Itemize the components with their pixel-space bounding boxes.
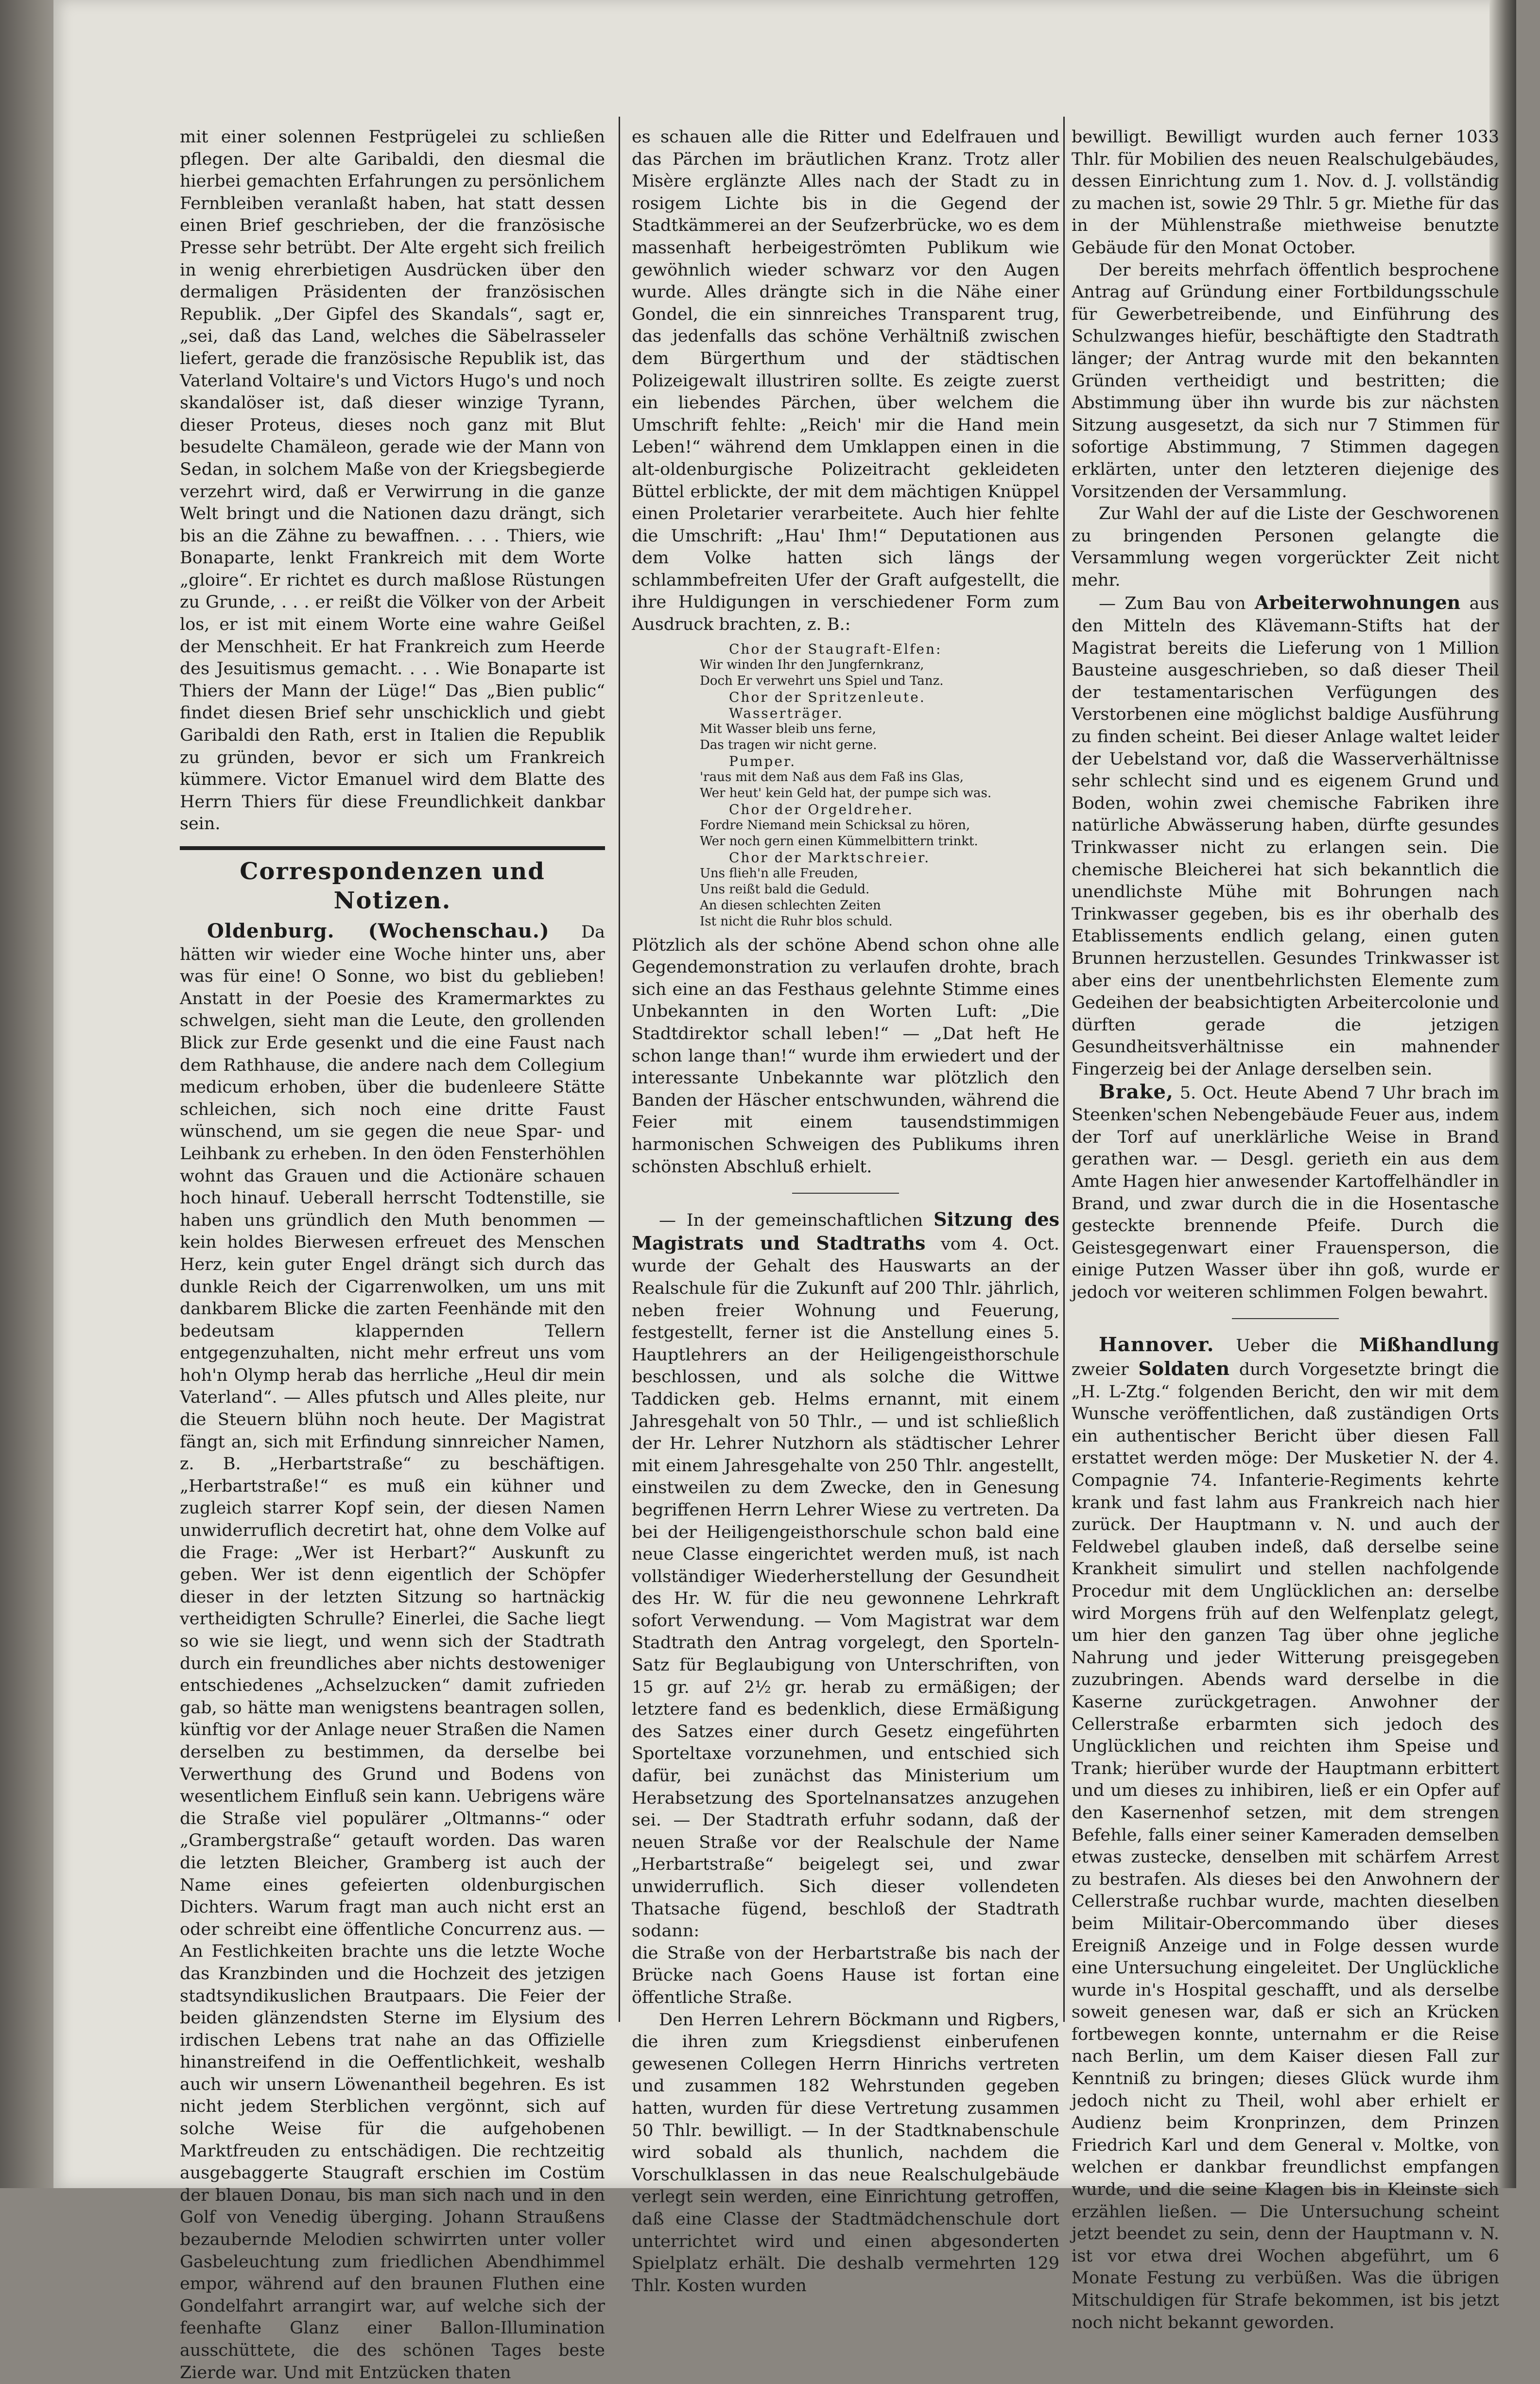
article-oldenburg-wochenschau [180,920,605,2384]
verse-line: Wer heut' kein Geld hat, der pumpe sich was. [700,785,992,800]
verse-line: An diesen schlechten Zeiten [700,898,881,913]
article-geschworene: Zur Wahl der auf die Liste der Geschworenen zu bringenden Personen gelangte die Versammlung wegen vorgerückter Zeit nicht mehr. [1072,504,1499,590]
article-conclusion: Plötzlich als der schöne Abend schon ohne alle Gegendemonstration zu verlaufen drohte, brach sich eine an das Festhaus gelehnte Stimme eines Unbekannten in den Worten Luft: „Die Stadtdirektor schall leben!“ — „Dat heft He schon lange than!“ wurde ihm erwiedert und der interessante Unbekannte war plötzlich den Banden der Häscher entschwunden, während die Feier mit einem tausendstimmigen harmonischen Schweigen des Publikums ihren schönsten Abschluß erhielt. [632,935,1059,1177]
article-magistrat-session [632,1208,1059,1943]
column-2 [632,126,1059,2297]
article-body: durch Vorgesetzte bringt die „H. L-Ztg.“ folgenden Bericht, den wir mit dem Wunsche veröffentlichen, daß zuständigen Orts ein authentischer Bericht über diesen Fall erstattet werden möge: Der Musketier N. der 4. Compagnie 74. Infanterie-Regiments kehrte krank und fast lahm aus Frankreich nach hier zurück. Der Hauptmann v. N. und auch der Feldwebel glauben indeß, daß derselbe seine Krankheit simulirt und stellen nachfolgende Procedur mit dem Unglücklichen an: derselbe wird Morgens früh auf den Welfenplatz gelegt, um hier den ganzen Tag über ohne jegliche Nahrung und jeder Witterung preisgegeben zuzubringen. Abends ward derselbe in die Kaserne zurückgetragen. Anwohner der Cellerstraße erbarmten sich jedoch des Unglücklichen und reichten ihm Speise und Trank; hierüber wurde der Hauptmann erbittert und um dieses zu inhibiren, ließ er ein Opfer auf den Kasernenhof setzen, mit dem strengen Befehle, falls einer seiner Kameraden demselben etwas zustecke, denselben mit schärfem Arrest zu bestrafen. Als dieses bei den Anwohnern der Cellerstraße ruchbar wurde, machten dieselben beim Militair-Obercommando über dieses Ereigniß Anzeige und in Folge dessen wurde eine Untersuchung eingeleitet. Der Unglückliche wurde in's Hospital geschafft, und als derselbe soweit genesen war, daß er sich an Krücken fortbewegen konnte, unternahm er die Reise nach Berlin, um dem Kaiser diesen Fall zur Kenntniß zu bringen; dieses Glück wurde ihm jedoch nicht zu Theil, wohl aber erhielt er Audienz beim Kronprinzen, dem Prinzen Friedrich Karl und dem General v. Moltke, von welchen er dankbar freundlichst empfangen wurde, und die seine Klagen bis in Kleinste sich erzählen ließen. — Die Untersuchung scheint jetzt beendet zu sein, denn der Hauptmann v. N. ist vor etwa drei Wochen abgeführt, um 6 Monate Festung zu verbüßen. Was die übrigen Mitschuldigen für Strafe bekommen, ist bis jetzt noch nicht bekannt geworden. [1072,1360,1499,2332]
resolution-text: die Straße von der Herbartstraße bis nach der Brücke nach Goens Hause ist fortan eine öffentliche Straße. [632,1943,1059,2007]
dateline-hannover: Hannover. [1099,1333,1214,1357]
dateline-oldenburg: Oldenburg. (Wochenschau.) [207,920,550,942]
dateline-brake: Brake, [1099,1080,1174,1103]
lead-text: — In der gemeinschaftlichen [659,1211,923,1231]
bold-heading: Mißhandlung [1359,1334,1499,1356]
verse-heading: Chor der Staugraft-Elfen: [729,641,942,657]
article-body: Da hätten wir wieder eine Woche hinter uns, aber was für eine! O Sonne, wo bist du geblieben! Anstatt in der Poesie des Kramermarktes zu schwelgen, sieht man die Leute, den grollenden Blick zur Erde gesenkt und die eine Faust nach dem Rathhause, die andere nach dem Collegium medicum erhoben, über die budenleere Stätte schleichen, sich noch eine dritte Faust wünschend, um sie gegen die neue Spar- und Leihbank zu erheben. In den öden Fensterhöhlen wohnt das Grauen und die Actionäre schauen hoch hinauf. Ueberall herrscht Todtenstille, sie haben uns gründlich den Muth benommen — kein holdes Bierwesen erfreuet des Menschen Herz, kein guter Engel drängt sich durch das dunkle Reich der Cigarrenwolken, um uns mit dankbarem Blicke die zarten Feenhände mit den bedeutsam klappernden Tellern entgegenzuhalten, nicht mehr erfreut uns vom hoh'n Olymp herab das herrliche „Heul dir mein Vaterland“. — Alles pfutsch und Alles pleite, nur die Steuern blühn noch heute. Der Magistrat fängt an, sich mit Erfindung sinnreicher Namen, z. B. „Herbartstraße“ zu beschäftigen. „Herbartstraße!“ es muß ein kühner und zugleich starrer Kopf sein, der diesen Namen unwiderruflich decretirt hat, ohne dem Volke auf die Frage: „Wer ist Herbart?“ Auskunft zu geben. Wer ist denn eigentlich der Schöpfer dieser in der letzten Sitzung so hartnäckig vertheidigten Schrulle? Einerlei, die Sache liegt so wie sie liegt, und wenn sich der Stadtrath durch ein freundliches aber nichts destoweniger entschiedenes „Achselzucken“ damit zufrieden gab, so hätte man wenigstens beantragen sollen, künftig vor der Anlage neuer Straßen die Namen derselben zu bestimmen, da derselbe bei Verwerthung des Grund und Bodens von wesentlichem Einfluß sein kann. Uebrigens wäre die Straße viel populärer „Oltmanns-“ oder „Grambergstraße“ getauft worden. Das waren die letzten Bleicher, Gramberg ist auch der Name eines gefeierten oldenburgischen Dichters. Warum fragt man auch nicht erst an oder schreibt eine öffentliche Concurrenz aus. — An Festlichkeiten brachte uns die letzte Woche das Kranzbinden und die Hochzeit des jetzigen stadtsyndikuslichen Brautpaars. Die Feier der beiden glänzendsten Sterne im Elysium des irdischen Lebens trat nahe an das Offizielle hinanstreifend in die Oeffentlichkeit, weshalb auch wir unsern Löwenantheil begehren. Es ist nicht jedem Sterblichen vergönnt, sich auf solche Weise für die aufgehobenen Marktfreuden zu entschädigen. Die rechtzeitig ausgebaggerte Staugraft erschien im Costüm der blauen Donau, bis man sich nach und in den Golf von Venedig überging. Johann Straußens bezaubernde Melodien schwirrten unter voller Gasbeleuchtung zum friedlichen Abendhimmel empor, während auf den braunen Fluthen eine Gondelfahrt arrangirt war, auf welche sich der feenhafte Glanz einer Ballon-Illumination ausschüttete, die des schönen Tages beste Zierde war. Und mit Entzücken thaten [180,922,605,2383]
column-3 [1072,126,1499,2334]
lead-text: Ueber die [1236,1336,1338,1356]
verse-line: 'raus mit dem Naß aus dem Faß ins Glas, [700,769,964,784]
article-garibaldi-letter: mit einer solennen Festprügelei zu schließen pflegen. Der alte Garibaldi, den diesmal die hierbei gemachten Erfahrungen zu persönlichem Fernbleiben veranlaßt haben, hat statt dessen einen Brief geschrieben, der die französische Presse sehr betrübt. Der Alte ergeht sich freilich in wenig ehrerbietigen Ausdrücken über den dermaligen Präsidenten der französischen Republik. „Der Gipfel des Skandals“, sagt er, „sei, daß das Land, welches die Säbelrasseler liefert, gerade die französische Republik ist, das Vaterland Voltaire's und Victors Hugo's und noch skandalöser ist, daß dieser winzige Tyrann, dieser Proteus, dieses noch ganz mit Blut besudelte Chamäleon, gerade wie der Mann von Sedan, in solchem Maße von der Kriegsbegierde verzehrt wird, daß er Verwirrung in die ganze Welt bringt und die Nationen dazu drängt, sich bis an die Zähne zu bewaffnen. . . . Thiers, wie Bonaparte, lenkt Frankreich mit dem Worte „gloire“. Er richtet es durch maßlose Rüstungen zu Grunde, . . . er reißt die Völker von der Arbeit los, er ist mit einem Worte eine wahre Geißel der Menschheit. Er hat Frankreich zum Heerde des Jesuitismus gemacht. . . . Wie Bonaparte ist Thiers der Mann der Lüge!“ Das „Bien public“ findet diesen Brief sehr unschicklich und giebt Garibaldi den Rath, erst in Italien die Republik zu gründen, bevor er sich um Frankreich kümmere. Victor Emanuel wird dem Blatte des Herrn Thiers für diese Freundlichkeit dankbar sein. [180,127,605,834]
article-teachers: Den Herren Lehrern Böckmann und Rigbers, die ihren zum Kriegsdienst einberufenen gewesenen Collegen Herrn Hinrichs vertreten und zusammen 182 Wehrstunden gegeben hatten, wurden für diese Vertretung zusammen 50 Thlr. bewilligt. — In der Stadtknabenschule wird sobald als thunlich, nachdem die Vorschulklassen in das neue Realschulgebäude verlegt sein werden, eine Einrichtung getroffen, daß eine Classe der Stadtmädchenschule dort unterrichtet wird und einen abgesonderten Spielplatz erhält. Die deshalb vermehrten 129 Thlr. Kosten wurden [632,2010,1059,2296]
section-title: Correspondenzen und Notizen. [240,858,545,914]
short-divider [792,1193,899,1194]
article-hannover [1072,1334,1499,2334]
verse-heading: Pumper. [729,753,796,769]
column-divider-1 [619,117,620,2022]
article-fortbildungsschule: Der bereits mehrfach öffentlich besprochene Antrag auf Gründung einer Fortbildungsschule für Gewerbetreibende, und Einführung des Schulzwanges hiefür, beschäftigte den Stadtrath länger; der Antrag wurde mit den bekannten Gründen vertheidigt und bestritten; die Abstimmung über ihn wurde bis zur nächsten Sitzung ausgesetzt, da sich nur 7 Stimmen für sofortige Abstimmung, 7 Stimmen dagegen erklärten, unter den letzteren diejenige des Vorsitzenden der Versammlung. [1072,260,1499,502]
lead-text: zweier [1072,1360,1129,1380]
bold-heading: Arbeiterwohnungen [1254,592,1461,614]
article-body: vom 4. Oct. wurde der Gehalt des Hauswarts an der Realschule für die Zukunft auf 200 Thlr. jährlich, neben freier Wohnung und Feuerung, festgestellt, ferner ist die Anstellung eines 5. Hauptlehrers an der Heiligengeisthorschule beschlossen, und als solche die Wittwe Taddicken geb. Helms ernannt, mit einem Jahresgehalt von 50 Thlr., — und ist schließlich der Hr. Lehrer Nutzhorn als städtischer Lehrer mit einem Jahresgehalte von 250 Thlr. angestellt, einstweilen zu dem Zwecke, den in Genesung begriffenen Herrn Lehrer Wiese zu vertreten. Da bei der Heiligengeisthorschule schon bald eine neue Classe eingerichtet werden muß, ist nach vollständiger Wiederherstellung der Gesundheit des Hr. W. für die neu gewonnene Lehrkraft sofort Verwendung. — Vom Magistrat war dem Stadtrath den Antrag vorgelegt, den Sporteln-Satz für Beglaubigung von Unterschriften, von 15 gr. auf 2½ gr. herab zu ermäßigen; der letztere fand es bedenklich, diese Ermäßigung des Satzes einer durch Gesetz eingeführten Sporteltaxe vorzunehmen, und entschied sich dafür, bei zunächst das Ministerium um Herabsetzung des Sportelnansatzes anzugehen sei. — Der Stadtrath erfuhr sodann, daß der neuen Straße vor der Realschule der Name „Herbartstraße“ beigelegt sei, und zwar unwiderruflich. Sich dieser vollendeten Thatsache fügend, beschloß der Stadtrath sodann: [632,1234,1059,1941]
verse-heading: Chor der Marktschreier. [729,849,931,866]
verse-heading: Chor der Orgeldreher. [729,801,914,818]
verse-heading: Chor der Spritzenleute. [729,689,926,705]
article-continuation: bewilligt. Bewilligt wurden auch ferner 1033 Thlr. für Mobilien des neuen Realschulgebäudes, dessen Einrichtung zum 1. Nov. d. J. vollständig zu machen ist, sowie 29 Thlr. 5 gr. Miethe für das in der Mühlenstraße miethweise benutzte Gebäude für den Monat October. [1072,127,1499,258]
article-body: 5. Oct. Heute Abend 7 Uhr brach im Steenken'schen Nebengebäude Feuer aus, indem der Torf auf unerklärliche Weise in Brand gerathen war. — Desgl. gerieth ein aus dem Amte Hagen hier anwesender Kartoffelhändler in Brand, und zwar durch die in die Hosentasche gesteckte brennende Pfeife. Durch die Geistesgegenwart einer Frauensperson, die einige Putzen Wasser über ihn goß, wurde er jedoch vor weiteren schlimmen Folgen bewahrt. [1072,1083,1499,1302]
bold-heading: Soldaten [1138,1357,1230,1380]
verse-line: Uns flieh'n alle Freuden, [700,866,858,881]
verse-line: Wir winden Ihr den Jungfernkranz, [700,657,924,672]
verse-block [700,641,1059,930]
column-1 [180,126,605,2384]
lead-text: — Zum Bau von [1099,594,1246,614]
bold-heading: Sitzung des Magistrats und Stadtraths [632,1208,1059,1254]
verse-line: Wer noch gern einen Kümmelbittern trinkt. [700,834,978,849]
verse-line: Mit Wasser bleib uns ferne, [700,721,876,736]
article-continuation: es schauen alle die Ritter und Edelfrauen und das Pärchen im bräutlichen Kranz. Trotz aller Misère erglänzte Alles nach der Stadt zu in rosigem Lichte bis in die Gegend der Stadtkämmerei an der Seufzerbrücke, wo es dem massenhaft herbeigeströmten Publikum wie gewöhnlich wieder schwarz vor den Augen wurde. Alles drängte sich in die Nähe einer Gondel, die ein sinnreiches Transparent trug, das jedenfalls das schöne Verhältniß zwischen dem Bürgerthum und der städtischen Polizeigewalt illustriren sollte. Es zeigte zuerst ein liebendes Pärchen, über welchem die Umschrift fehlte: „Reich' mir die Hand mein Leben!“ während dem Umklappen einen in die alt-oldenburgische Polizeitracht gekleideten Büttel erblickte, der mit dem mächtigen Knüppel einen Proletarier verarbeitete. Auch hier fehlte die Umschrift: „Hau' Ihm!“ Deputationen aus dem Volke hatten sich längs der schlammbefreiten Ufer der Graft aufgestellt, die ihre Huldigungen in verschiedener Form zum Ausdruck brachten, z. B.: [632,127,1059,635]
article-body: aus den Mitteln des Klävemann-Stifts hat der Magistrat bereits die Lieferung von 1 Million Bausteine ausgeschrieben, so daß dieser Theil der testamentarischen Verfügungen des Verstorbenen eine möglichst baldige Ausführung zu finden scheint. Bei dieser Anlage waltet leider der Uebelstand vor, daß die Wasserverhältnisse sehr schlecht sind und es eigenem Grund und Boden, wohin zwei chemische Fabriken ihre natürliche Abwässerung haben, dürfte gesundes Trinkwasser nicht zu erlangen sein. Die chemische Bleicherei hat sich bekanntlich die unendlichste Mühe mit Bohrungen nach Trinkwasser gegeben, bis es ihr oberhalb des Etablissements endlich gelang, einen guten Brunnen herzustellen. Gesundes Trinkwasser ist aber eins der unentbehrlichsten Elemente zum Gedeihen der beabsichtigten Arbeitercolonie und dürften gerade die jetzigen Gesundheitsverhältnisse ein mahnender Fingerzeig bei der Anlage derselben sein. [1072,594,1499,1079]
verse-line: Das tragen wir nicht gerne. [700,737,877,752]
section-divider [180,846,605,850]
verse-line: Ist nicht die Ruhr blos schuld. [700,914,893,929]
short-divider [1232,1318,1339,1319]
column-divider-2 [1063,117,1065,2022]
verse-line: Doch Er verwehrt uns Spiel und Tanz. [700,673,944,688]
article-arbeiterwohnungen [1072,592,1499,1080]
verse-heading: Wasserträger. [729,705,844,721]
verse-line: Fordre Niemand mein Schicksal zu hören, [700,818,970,833]
verse-line: Uns reißt bald die Geduld. [700,882,870,897]
article-brake [1072,1081,1499,1304]
